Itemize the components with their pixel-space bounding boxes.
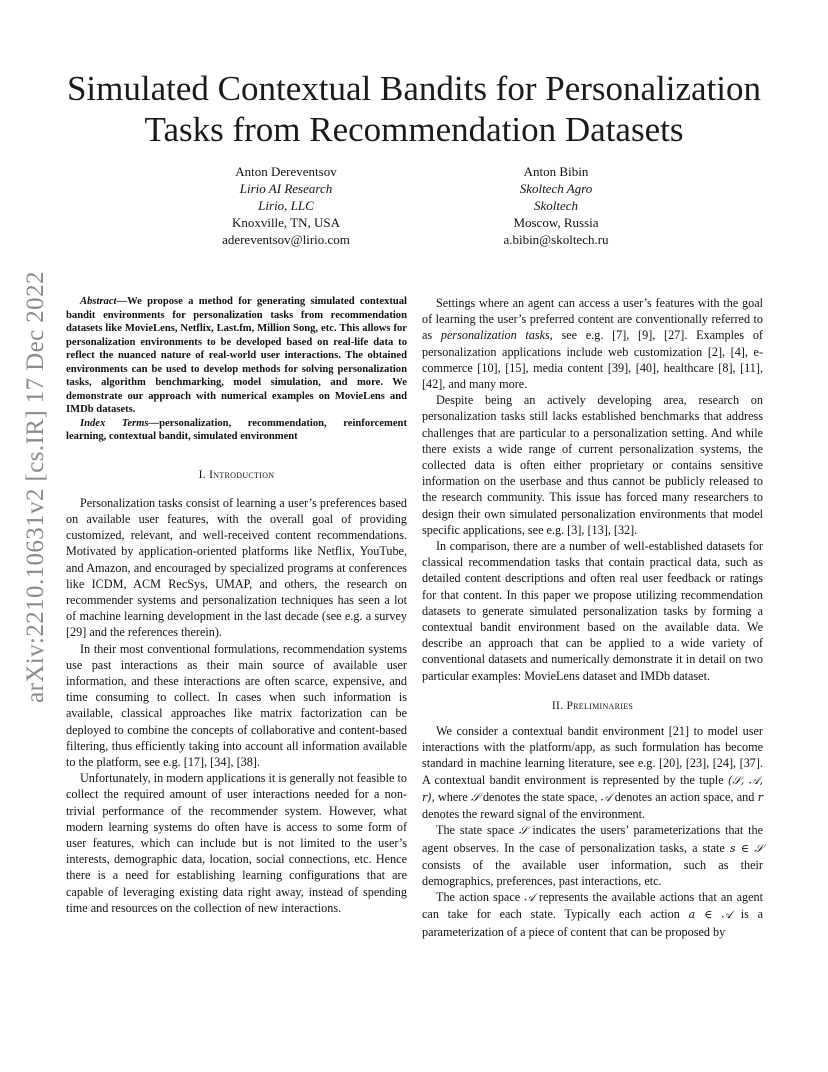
index-terms-text: —personalization, recommendation, reinforcement learning, contextual bandit, simulated environment <box>66 417 407 442</box>
author-block-1 <box>166 163 406 248</box>
paragraph: The state space 𝒮 indicates the users’ parameterizations that the agent observes. In the case of personalization tasks, a state s ∈ 𝒮 consists of the available user information, such as their demographics, preferences, past interactions, etc. <box>422 823 764 888</box>
math-symbol: 𝒜 <box>524 891 535 905</box>
paragraph: In comparison, there are a number of well-established datasets for classical recommendation tasks that contain practical data, such as detailed content descriptions and often real user feedback or ratings for that content. In this paper we propose utilizing recommendation datasets to generate simulated personalization tasks by forming a contextual bandit environment based on the available data. We describe an approach that can be applied to a wide variety of conventional datasets and numerically demonstrate it in detail on two particular examples: MovieLens dataset and IMDb dataset. <box>422 539 763 683</box>
right-column <box>422 295 763 940</box>
author-name: Anton Bibin <box>523 164 589 179</box>
math-symbol: 𝒮 <box>519 824 528 838</box>
math-tuple: (𝒮, 𝒜, r) <box>422 773 763 804</box>
math-expression: a ∈ 𝒜 <box>688 908 733 922</box>
abstract-label: Abstract <box>80 296 117 307</box>
math-symbol: r <box>757 790 763 804</box>
paragraph: Despite being an actively developing area, research on personalization tasks still lacks established benchmarks that address challenges that are particular to a personalization setting. And while there exists a wide range of current personalization systems, the collected data is often either proprietary or contains sensitive information on the userbase and thus cannot be publicly released to the research community. This issue has forced many researchers to design their own simulated personalization environments that model specific applications, see e.g. [3], [13], [32]. <box>422 393 763 537</box>
math-symbol: 𝒮 <box>471 790 480 804</box>
math-expression: s ∈ 𝒮 <box>729 841 764 855</box>
paragraph: In their most conventional formulations, recommendation systems use past interactions as their main source of available user information, and these interactions are often scarce, expensive, and time consuming to collect. In cases when such information is available, classical approaches like matrix factorization can be deployed to combine the concepts of collaborative and content-based filtering, thus efficiently taking into account all information available to the platform, see e.g. [17], [34], [38]. <box>66 641 407 769</box>
author-affiliation: Lirio AI Research <box>239 181 333 196</box>
paragraph: Settings where an agent can access a user’s features with the goal of learning the user’s preferred content are conventionally referred to as personalization tasks, see e.g. [7], [9], [27]. Examples of personalization applications include web customization [2], [4], e-commerce [10], [15], media content [39], [40], healthcare [8], [11], [42], and many more. <box>422 296 763 392</box>
abstract <box>66 295 407 417</box>
paragraph: Personalization tasks consist of learning a user’s preferences based on available user features, with the overall goal of providing customized, relevant, and well-received content recommendations. Motivated by application-oriented platforms like Netflix, YouTube, and Amazon, and encouraged by specialized programs at conferences like ICDM, ACM RecSys, UMAP, and others, the research on recommender systems and personalization techniques has seen a lot of machine learning development in the last decade (see e.g. a survey [29] and the references therein). <box>66 495 407 640</box>
left-column <box>66 295 407 916</box>
paragraph: The action space 𝒜 represents the available actions that an agent can take for each state. Typically each action a ∈ 𝒜 is a parameterization of a piece of content that can be proposed by <box>422 890 763 939</box>
paper-title: Simulated Contextual Bandits for Personalization Tasks from Recommendation Datasets <box>66 69 762 149</box>
arxiv-identifier-stamp: arXiv:2210.10631v2 [cs.IR] 17 Dec 2022 <box>22 271 49 703</box>
emphasis: personalization tasks <box>440 328 550 343</box>
index-terms <box>66 417 407 444</box>
author-affiliation: Lirio, LLC <box>258 198 314 213</box>
author-email: a.bibin@skoltech.ru <box>503 232 609 247</box>
author-email: adereventsov@lirio.com <box>222 232 350 247</box>
math-symbol: 𝒜 <box>600 790 612 804</box>
section-heading-introduction: I. Introduction <box>198 468 275 481</box>
paragraph: Unfortunately, in modern applications it is generally not feasible to collect the required amount of user interactions needed for a non-trivial performance of the recommender system. However, what modern learning systems do often have is access to some form of user features, which can include but is not limited to the user’s interests, demographic data, location, social connections, etc. Hence there is a need for establishing learning configurations that are capable of leveraging existing data right away, instead of spending time and resources on the collection of new interactions. <box>66 771 407 915</box>
author-block-2 <box>436 163 676 248</box>
abstract-text: —We propose a method for generating simulated contextual bandit environments for personalization tasks from recommendation datasets like MovieLens, Netflix, Last.fm, Million Song, etc. This allows for personalization environments to be developed based on real-life data to reflect the nuanced nature of real-world user interactions. The obtained environments can be used to develop methods for solving personalization tasks, algorithm benchmarking, model simulation, and more. We demonstrate our approach with numerical examples on MovieLens and IMDb datasets. <box>66 296 407 415</box>
author-name: Anton Dereventsov <box>235 164 337 179</box>
author-location: Knoxville, TN, USA <box>231 215 341 230</box>
index-terms-label: Index Terms <box>80 417 149 429</box>
paragraph: We consider a contextual bandit environment [21] to model user interactions with the platform/app, as such formulation has become standard in machine learning literature, see e.g. [20], [23], [24], [37]. A contextual bandit environment is represented by the tuple (𝒮, 𝒜, r), where 𝒮 denotes the state space, 𝒜 denotes an action space, and r denotes the reward signal of the environment. <box>422 724 763 822</box>
section-heading-preliminaries: II. Preliminaries <box>551 699 634 712</box>
author-location: Moscow, Russia <box>513 215 599 230</box>
author-affiliation: Skoltech Agro <box>519 181 593 196</box>
author-affiliation: Skoltech <box>533 198 579 213</box>
